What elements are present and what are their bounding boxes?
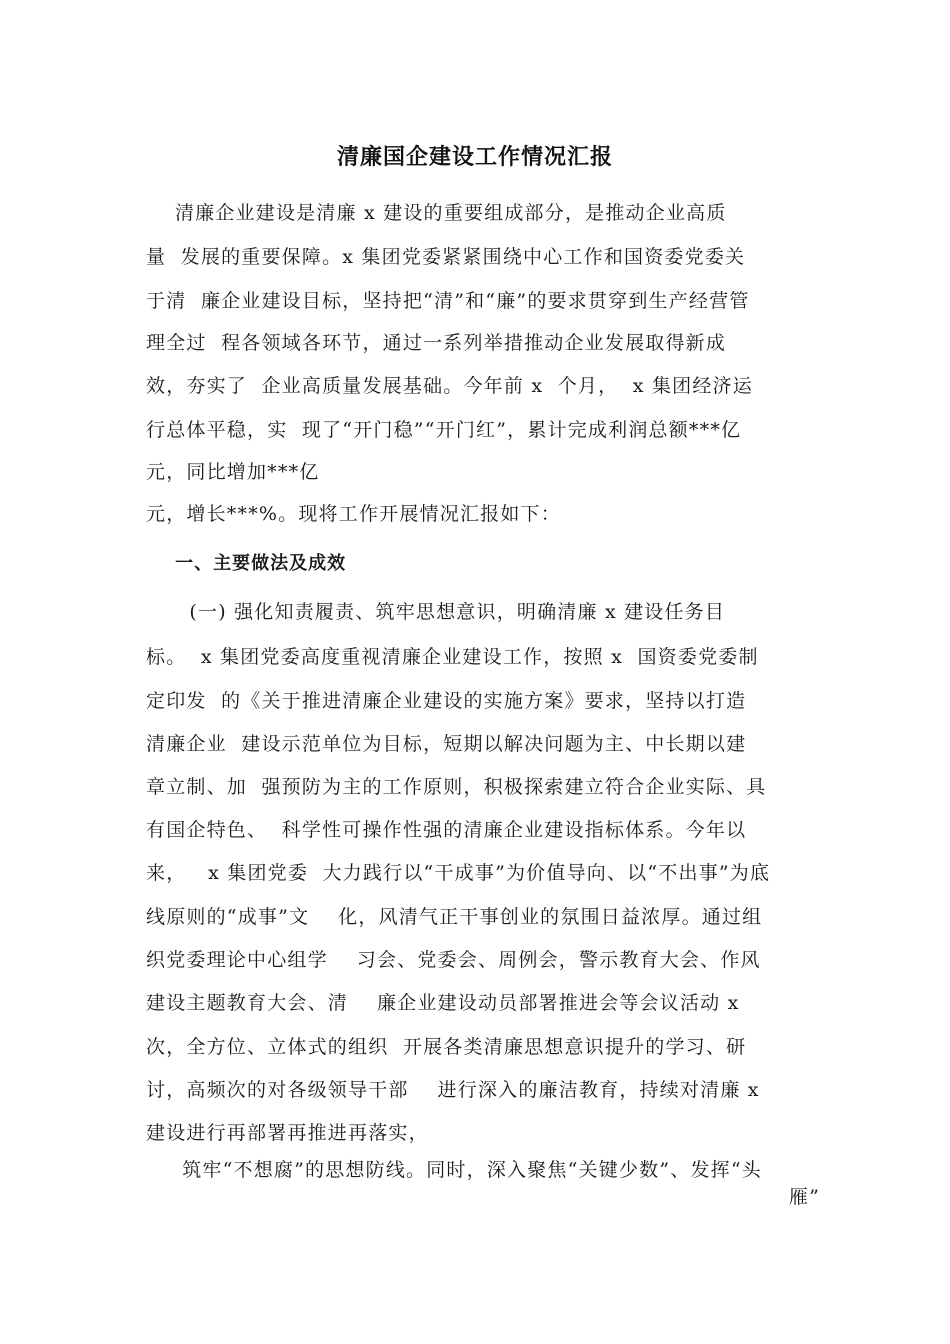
paragraph-line: 行总体平稳，实 现了“开门稳”“开门红”，累计完成利润总额***亿 (146, 419, 742, 441)
paragraph-line: 次，全方位、立体式的组织 开展各类清廉思想意识提升的学习、研 (146, 1036, 747, 1058)
paragraph-line: 建设进行再部署再推进再落实， (146, 1122, 429, 1144)
paragraph-line: 筑牢“不想腐”的思想防线。同时，深入聚焦“关键少数”、发挥“头 (146, 1159, 762, 1181)
paragraph-line: 清廉企业建设是清廉 x 建设的重要组成部分，是推动企业高质 (146, 202, 727, 224)
paragraph-line: 于清 廉企业建设目标，坚持把“清”和“廉”的要求贯穿到生产经营管 (146, 290, 750, 312)
paragraph-line: 清廉企业 建设示范单位为目标，短期以解决问题为主、中长期以建 (146, 733, 747, 755)
paragraph-line: 建设主题教育大会、清 廉企业建设动员部署推进会等会议活动 x (146, 992, 740, 1014)
paragraph-line: 线原则的“成事”文 化，风清气正干事创业的氛围日益浓厚。通过组 (146, 906, 763, 928)
paragraph-line: 元，同比增加***亿 (146, 461, 320, 483)
paragraph-line: 有国企特色、 科学性可操作性强的清廉企业建设指标体系。今年以 (146, 819, 747, 841)
paragraph-line: 定印发 的《关于推进清廉企业建设的实施方案》要求，坚持以打造 (146, 690, 747, 712)
paragraph-line: (一) 强化知责履责、筑牢思想意识，明确清廉 x 建设任务目 (146, 601, 726, 623)
document-title: 清廉国企建设工作情况汇报 (336, 145, 613, 170)
paragraph-line: 讨，高频次的对各级领导干部 进行深入的廉洁教育，持续对清廉 x (146, 1079, 760, 1101)
paragraph-line: 理全过 程各领域各环节，通过一系列举措推动企业发展取得新成 (146, 332, 727, 354)
paragraph-line: 效，夯实了 企业高质量发展基础。今年前 x 个月， x 集团经济运 (146, 375, 753, 397)
section-heading: 一、主要做法及成效 (146, 553, 347, 574)
paragraph-line: 标。 x 集团党委高度重视清廉企业建设工作，按照 x 国资委党委制 (146, 646, 759, 668)
paragraph-line: 来， x 集团党委 大力践行以“干成事”为价值导向、以“不出事”为底 (146, 862, 771, 884)
paragraph-line: 章立制、加 强预防为主的工作原则，积极探索建立符合企业实际、具 (146, 776, 767, 798)
paragraph-line: 量 发展的重要保障。x 集团党委紧紧围绕中心工作和国资委党委关 (146, 246, 746, 268)
paragraph-line: 织党委理论中心组学 习会、党委会、周例会，警示教育大会、作风 (146, 949, 761, 971)
paragraph-line: 雁” (788, 1186, 820, 1208)
paragraph-line: 元，增长***%。现将工作开展情况汇报如下： (146, 503, 561, 525)
